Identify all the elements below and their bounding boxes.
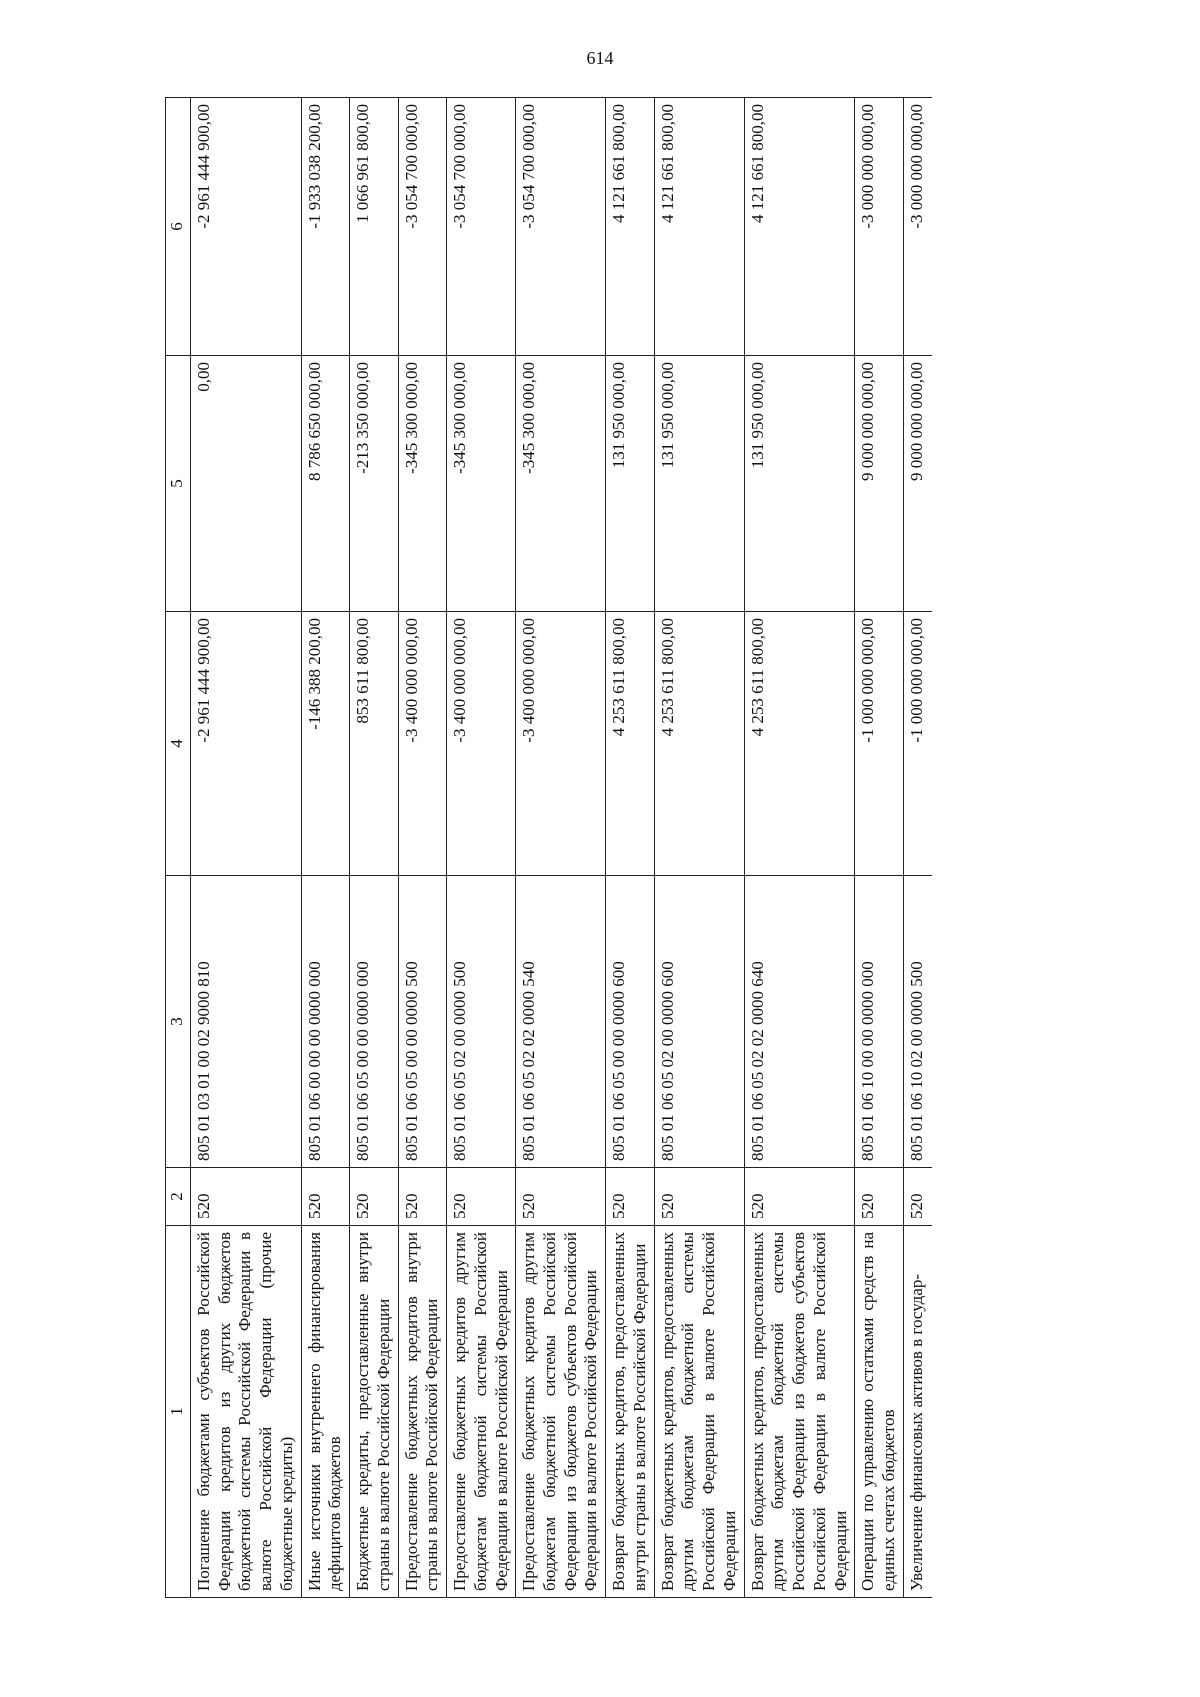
row-classification-code: 805 01 06 05 02 00 0000 600 bbox=[654, 876, 744, 1168]
rotated-table-container bbox=[165, 98, 1100, 1598]
row-admin-code: 520 bbox=[191, 1168, 302, 1226]
row-admin-code: 520 bbox=[903, 1168, 932, 1226]
row-value-col5: 0,00 bbox=[191, 356, 302, 612]
row-description: Иные источники внутреннего финансирования дефицитов бюджетов bbox=[301, 1226, 349, 1598]
header-col-6: 6 bbox=[166, 98, 191, 356]
row-value-col4: 853 611 800,00 bbox=[350, 612, 398, 876]
row-value-col5: 131 950 000,00 bbox=[654, 356, 744, 612]
row-value-col4: -1 000 000 000,00 bbox=[855, 612, 903, 876]
row-value-col4: 4 253 611 800,00 bbox=[606, 612, 654, 876]
row-value-col6: -1 933 038 200,00 bbox=[301, 98, 349, 356]
row-admin-code: 520 bbox=[301, 1168, 349, 1226]
row-classification-code: 805 01 06 00 00 00 0000 000 bbox=[301, 876, 349, 1168]
table-row bbox=[447, 98, 516, 1598]
row-classification-code: 805 01 03 01 00 02 9000 810 bbox=[191, 876, 302, 1168]
row-value-col6: 4 121 661 800,00 bbox=[606, 98, 654, 356]
row-description: Возврат бюджетных кредитов, предоставленных внутри страны в валюте Российской Федерации bbox=[606, 1226, 654, 1598]
table-row bbox=[191, 98, 302, 1598]
row-classification-code: 805 01 06 05 02 02 0000 640 bbox=[744, 876, 855, 1168]
row-description: Погашение бюджетами субъектов Российской Федерации кредитов из других бюджетов бюджетной системы Российской Федерации в валюте Российской Федерации (прочие бюджетные кредиты) bbox=[191, 1226, 302, 1598]
row-description: Возврат бюджетных кредитов, предоставленных другим бюджетам бюджетной системы Российской Федерации в валюте Российской Федерации bbox=[654, 1226, 744, 1598]
table-row bbox=[350, 98, 398, 1598]
row-value-col6: -3 000 000 000,00 bbox=[855, 98, 903, 356]
row-admin-code: 520 bbox=[855, 1168, 903, 1226]
row-classification-code: 805 01 06 05 02 00 0000 500 bbox=[447, 876, 516, 1168]
row-value-col5: 131 950 000,00 bbox=[744, 356, 855, 612]
row-description: Возврат бюджетных кредитов, предоставленных другим бюджетам бюджетной системы Российской Федерации из бюджетов субъектов Российской Федерации в валюте Российской Федерации bbox=[744, 1226, 855, 1598]
row-value-col6: -3 054 700 000,00 bbox=[398, 98, 446, 356]
row-description: Предоставление бюджетных кредитов другим бюджетам бюджетной системы Российской Федерации из бюджетов субъектов Российской Федерации в валюте Российской Федерации bbox=[516, 1226, 606, 1598]
table-row bbox=[606, 98, 654, 1598]
row-classification-code: 805 01 06 10 02 00 0000 500 bbox=[903, 876, 932, 1168]
row-value-col4: 4 253 611 800,00 bbox=[654, 612, 744, 876]
row-description: Увеличение финансовых активов в государ- bbox=[903, 1226, 932, 1598]
row-value-col5: 9 000 000 000,00 bbox=[855, 356, 903, 612]
budget-sources-table bbox=[165, 97, 932, 1598]
row-description: Операции по управлению остатками средств на единых счетах бюджетов bbox=[855, 1226, 903, 1598]
row-description: Предоставление бюджетных кредитов другим бюджетам бюджетной системы Российской Федерации в валюте Российской Федерации bbox=[447, 1226, 516, 1598]
row-value-col6: -3 054 700 000,00 bbox=[516, 98, 606, 356]
row-description: Предоставление бюджетных кредитов внутри страны в валюте Российской Федерации bbox=[398, 1226, 446, 1598]
row-admin-code: 520 bbox=[606, 1168, 654, 1226]
table-row bbox=[855, 98, 903, 1598]
row-admin-code: 520 bbox=[398, 1168, 446, 1226]
table-area bbox=[165, 98, 1100, 1598]
row-value-col5: -213 350 000,00 bbox=[350, 356, 398, 612]
table-row bbox=[654, 98, 744, 1598]
row-classification-code: 805 01 06 10 00 00 0000 000 bbox=[855, 876, 903, 1168]
row-value-col4: -1 000 000 000,00 bbox=[903, 612, 932, 876]
row-classification-code: 805 01 06 05 00 00 0000 500 bbox=[398, 876, 446, 1168]
row-value-col5: -345 300 000,00 bbox=[516, 356, 606, 612]
header-col-4: 4 bbox=[166, 612, 191, 876]
table-row bbox=[398, 98, 446, 1598]
row-classification-code: 805 01 06 05 00 00 0000 600 bbox=[606, 876, 654, 1168]
row-value-col5: -345 300 000,00 bbox=[447, 356, 516, 612]
row-value-col4: -3 400 000 000,00 bbox=[516, 612, 606, 876]
row-value-col5: -345 300 000,00 bbox=[398, 356, 446, 612]
row-value-col4: -2 961 444 900,00 bbox=[191, 612, 302, 876]
header-col-5: 5 bbox=[166, 356, 191, 612]
table-row bbox=[516, 98, 606, 1598]
header-row bbox=[166, 98, 191, 1598]
row-classification-code: 805 01 06 05 02 02 0000 540 bbox=[516, 876, 606, 1168]
header-col-3: 3 bbox=[166, 876, 191, 1168]
table-row bbox=[903, 98, 932, 1598]
table-row bbox=[301, 98, 349, 1598]
row-classification-code: 805 01 06 05 00 00 0000 000 bbox=[350, 876, 398, 1168]
header-col-2: 2 bbox=[166, 1168, 191, 1226]
row-admin-code: 520 bbox=[516, 1168, 606, 1226]
row-value-col6: -3 054 700 000,00 bbox=[447, 98, 516, 356]
row-value-col4: -3 400 000 000,00 bbox=[398, 612, 446, 876]
row-admin-code: 520 bbox=[744, 1168, 855, 1226]
row-value-col4: 4 253 611 800,00 bbox=[744, 612, 855, 876]
row-value-col6: 4 121 661 800,00 bbox=[654, 98, 744, 356]
row-value-col6: 4 121 661 800,00 bbox=[744, 98, 855, 356]
row-value-col5: 131 950 000,00 bbox=[606, 356, 654, 612]
row-value-col5: 9 000 000 000,00 bbox=[903, 356, 932, 612]
row-value-col6: -2 961 444 900,00 bbox=[191, 98, 302, 356]
row-admin-code: 520 bbox=[654, 1168, 744, 1226]
row-admin-code: 520 bbox=[447, 1168, 516, 1226]
row-value-col4: -3 400 000 000,00 bbox=[447, 612, 516, 876]
row-value-col4: -146 388 200,00 bbox=[301, 612, 349, 876]
row-description: Бюджетные кредиты, предоставленные внутри страны в валюте Российской Федерации bbox=[350, 1226, 398, 1598]
row-admin-code: 520 bbox=[350, 1168, 398, 1226]
header-col-1: 1 bbox=[166, 1226, 191, 1598]
row-value-col6: 1 066 961 800,00 bbox=[350, 98, 398, 356]
row-value-col5: 8 786 650 000,00 bbox=[301, 356, 349, 612]
table-row bbox=[744, 98, 855, 1598]
row-value-col6: -3 000 000 000,00 bbox=[903, 98, 932, 356]
page-number: 614 bbox=[586, 48, 614, 68]
